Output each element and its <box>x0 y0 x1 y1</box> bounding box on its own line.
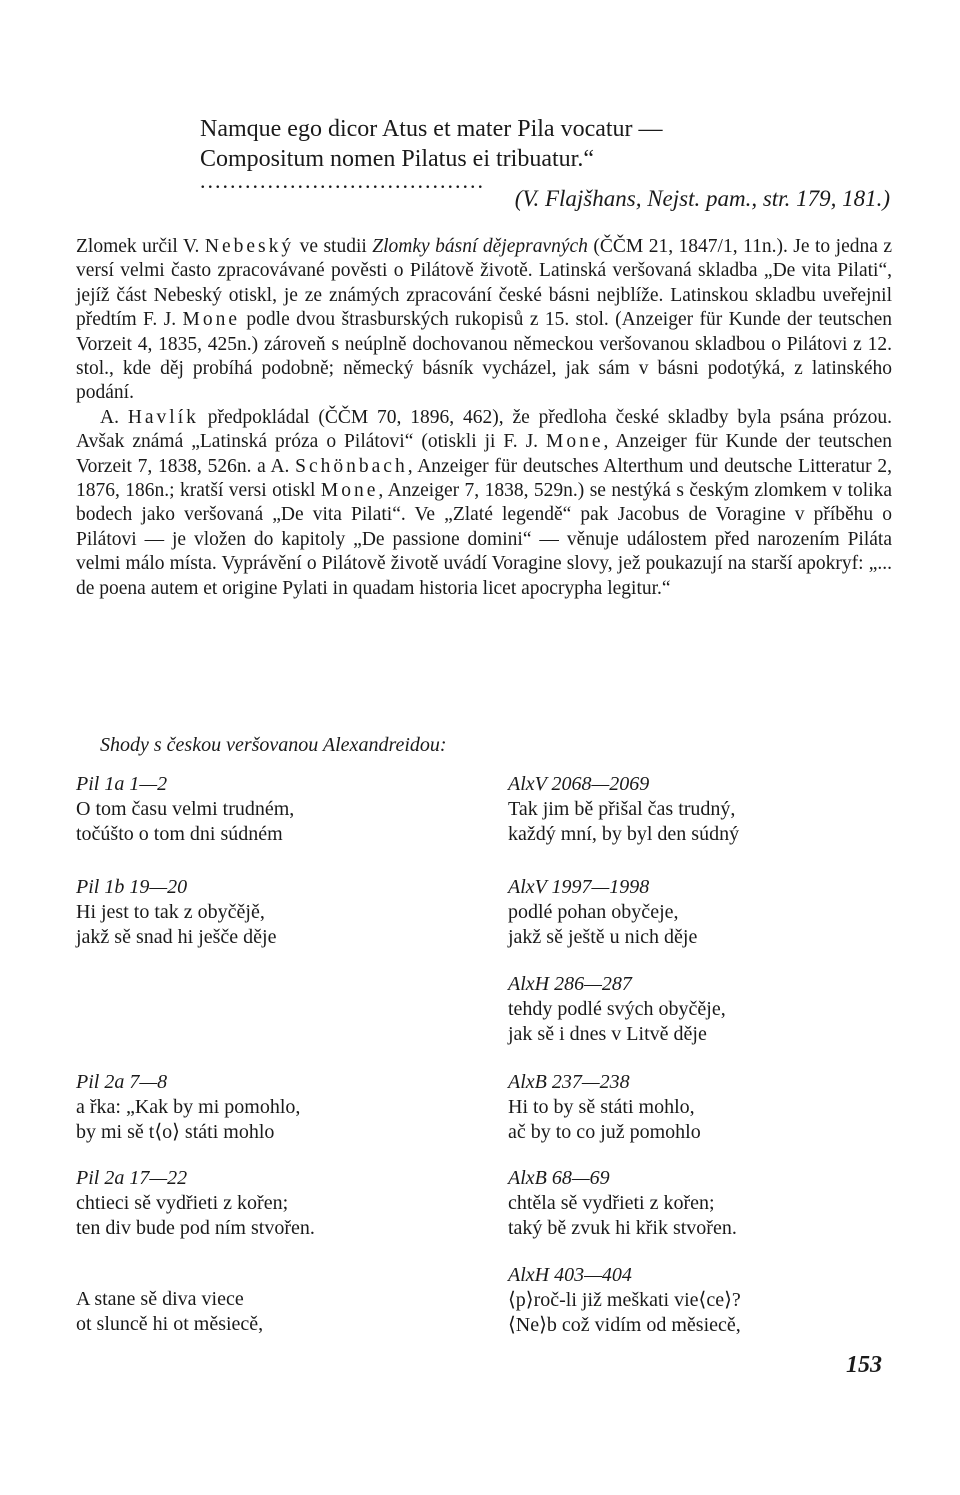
text-run: , Anzeiger für Kunde der teutschen Vorzeit 7, 1838, 526n. a A. <box>76 431 892 477</box>
verse-line: Compositum nomen Pilatus ei tribuatur.“ <box>200 146 594 172</box>
verse-line: chtieci sě vydřieti z kořen; <box>76 1192 289 1214</box>
text-run: Zlomek určil V. <box>76 236 205 257</box>
author-name: Havlík <box>127 406 199 428</box>
verse-citation: (V. Flajšhans, Nejst. pam., str. 179, 181.) <box>514 186 890 211</box>
verse-reference: Pil 2a 7—8 <box>76 1071 168 1093</box>
verse-line: tehdy podlé svých obyčěje, <box>508 998 726 1020</box>
verse-line: každý mní, by byl den súdný <box>508 823 740 845</box>
verse-line: Hi to by sě státi mohlo, <box>508 1096 695 1118</box>
verse-reference: Pil 1a 1—2 <box>76 773 168 795</box>
verse-line: A stane sě diva viece <box>76 1288 244 1310</box>
text-run: , Anzeiger 7, 1838, 529n.) se nestýká s českým zlomkem v tolika bodech jako veršovaná „De vita Pilati“. Ve „Zlaté legendě“ pak Jacobus de Voragine v příběhu o Pilátovi — je vložen do kapitoly „De passione domini“ — věnuje událostem před narozením Piláta velmi málo místa. Vyprávění o Pilátově životě uvádí Voragine slovy, jež poukazují na starší apokryf: „... de poena autem et origine Pylati in quadam historia licet apocrypha legitur.“ <box>76 480 892 599</box>
text-run: , Anzeiger für deutsches Alterthum und deutsche Litteratur 2, 1876, 186n.; kratší versi otiskl <box>76 455 892 502</box>
parallel-block-right <box>508 875 908 950</box>
verse-reference: AlxH 403—404 <box>508 1264 632 1286</box>
verse-line: by mi sě t⟨o⟩ státi mohlo <box>76 1121 275 1143</box>
verse-reference: AlxB 237—238 <box>508 1071 630 1093</box>
verse-line: Namque ego dicor Atus et mater Pila vocatur — <box>200 116 663 142</box>
author-name: Schönbach <box>295 455 408 477</box>
verse-reference: AlxV 2068—2069 <box>508 773 650 795</box>
verse-line: O tom času velmi trudném, <box>76 798 295 820</box>
verse-line: Tak jim bě přišal čas trudný, <box>508 798 736 820</box>
verse-reference: AlxV 1997—1998 <box>508 876 650 898</box>
parallel-block-left <box>76 1070 476 1145</box>
text-run: předpokládal (ČČM 70, 1896, 462), že předloha české skladby byla psána prózou. Avšak známá „Latinská próza o Pilátovi“ (otiskli ji F. J. <box>76 406 893 453</box>
author-name: Nebeský <box>204 236 295 257</box>
parallel-block-right <box>508 1070 908 1145</box>
verse-line: taký bě zvuk hi křik stvořen. <box>508 1217 737 1239</box>
verse-line: ⟨p⟩roč-li již meškati vie⟨ce⟩? <box>508 1289 741 1311</box>
author-name: Mone <box>546 431 604 453</box>
verse-line: ⟨Ne⟩b což vidím od měsiecě, <box>508 1314 741 1336</box>
commentary-text <box>76 235 892 601</box>
parallel-block-right <box>508 972 908 1047</box>
parallel-block-right <box>508 1166 908 1241</box>
verse-line: podlé pohan obyčeje, <box>508 901 679 923</box>
page-number: 153 <box>846 1352 882 1378</box>
verse-line: a řka: „Kak by mi pomohlo, <box>76 1096 301 1118</box>
verse-line: jak sě i dnes v Litvě děje <box>508 1023 707 1045</box>
verse-line: Hi jest to tak z obyčějě, <box>76 901 265 923</box>
verse-reference: AlxH 286—287 <box>508 973 632 995</box>
verse-reference: Pil 2a 17—22 <box>76 1167 188 1189</box>
verse-line: ač by to co juž pomohlo <box>508 1121 701 1143</box>
verse-line: chtěla sě vydřieti z kořen; <box>508 1192 715 1214</box>
parallel-block-left <box>76 1166 476 1241</box>
paragraph-2 <box>76 406 892 601</box>
parallel-block-left <box>76 1287 476 1337</box>
author-name: Mone <box>182 309 240 331</box>
verse-reference: Pil 1b 19—20 <box>76 876 188 898</box>
verse-line: jakž sě snad hi ješče děje <box>76 926 277 948</box>
parallel-block-right <box>508 772 908 847</box>
section-heading: Shody s českou veršovanou Alexandreidou: <box>100 734 447 756</box>
verse-line: ot sluncě hi ot měsiecě, <box>76 1313 264 1335</box>
text-run: (ČČM 21, 1847/1, 11n.). Je to jedna z versí velmi často zpracovávané pověsti o Pilátově životě. Latinská veršovaná skladba „De vita Pilati“, jejíž část Nebeský otiskl, je ze známých zpracování české básni nejblíže. Latinskou skladbu uveřejnil předtím F. J. <box>76 236 892 331</box>
author-name: Mone <box>320 480 379 502</box>
text-run: A. <box>100 406 128 428</box>
text-run: podle dvou štrasburských rukopisů z 15. stol. (Anzeiger für Kunde der teutschen Vorzeit 4, 1835, 425n.) zároveň s neúplně dochovanou německou veršovanou skladbou o Pilátovi z 12. stol., kde děj probíhá podobně; německý básník vycházel, jak sám v básni podotýká, z latinského podání. <box>76 309 892 404</box>
work-title: Zlomky básní dějepravných <box>372 236 588 257</box>
verse-line: ten div bude pod ním stvořen. <box>76 1217 315 1239</box>
parallel-block-right <box>508 1263 908 1338</box>
text-run: ve studii <box>294 236 373 257</box>
paragraph-1 <box>76 235 892 406</box>
verse-reference: AlxB 68—69 <box>508 1167 610 1189</box>
verse-line: jakž sě ještě u nich děje <box>508 926 698 948</box>
parallel-block-left <box>76 875 476 950</box>
latin-verse-quote <box>200 114 900 174</box>
parallel-block-left <box>76 772 476 847</box>
ellipsis-dots: ...................................... <box>200 168 485 193</box>
verse-line: točúšto o tom dni súdném <box>76 823 283 845</box>
